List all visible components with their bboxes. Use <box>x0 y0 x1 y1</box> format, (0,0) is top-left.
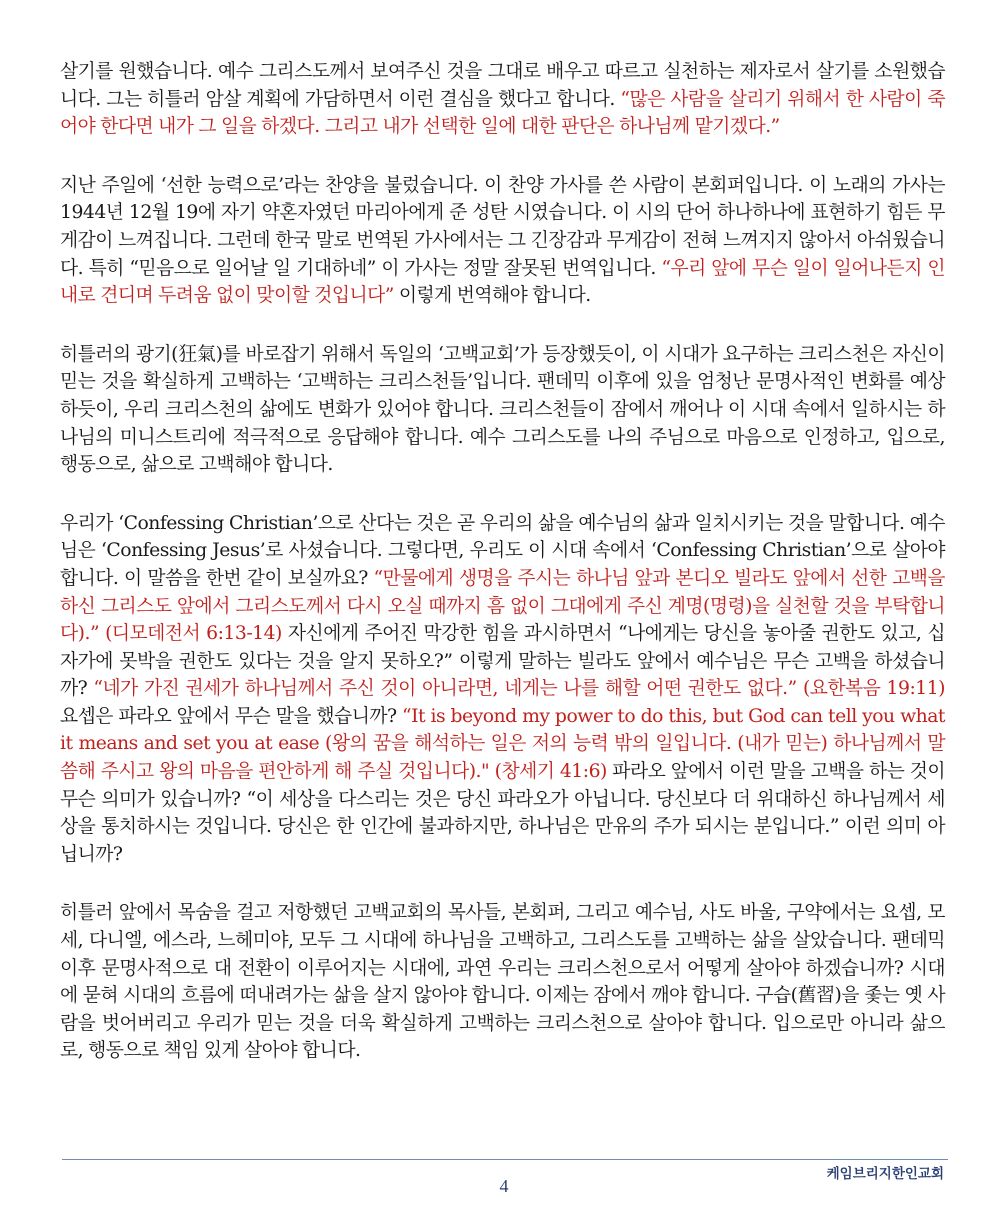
paragraph-3 <box>60 341 945 479</box>
text-segment: 파라오 앞에서 이런 말을 고백을 하는 것이 무슨 의미가 있습니까? “이 세상을 다스리는 것은 당신 파라오가 아닙니다. 당신보다 더 위대하신 하나님께서 세상을 통치하시는 것입니다. 당신은 한 인간에 불과하지만, 하나님은 만유의 주가 되시는 분입니다.” 이런 의미 아닙니까? <box>60 761 945 865</box>
text-segment: 우리가 ‘Confessing Christian’으로 산다는 것은 곧 우리의 삶을 예수님의 삶과 일치시키는 것을 말합니다. 예수님은 ‘Confessing Jesus’로 사셨습니다. 그렇다면, 우리도 이 시대 속에서 ‘Confessing Christian’으로 살아야 합니다. 이 말씀을 한번 같이 보실까요? <box>60 512 945 589</box>
quote-segment: “It is beyond my power to do this, but God can tell you what it means and set you at ease (왕의 꿈을 해석하는 일은 저의 능력 밖의 일입니다. (내가 믿는) 하나님께서 말씀해 주시고 왕의 마음을 편안하게 해 주실 것입니다)." (창세기 41:6) <box>60 705 945 783</box>
paragraph-1 <box>60 58 945 141</box>
quote-segment: “만물에게 생명을 주시는 하나님 앞과 본디오 빌라도 앞에서 선한 고백을 하신 그리스도 앞에서 그리스도께서 다시 오실 때까지 흠 없이 그대에게 주신 계명(명령)을 실천할 것을 부탁합니다).” (디모데전서 6:13-14) <box>60 567 946 645</box>
text-segment: 요셉은 파라오 앞에서 무슨 말을 했습니까? <box>60 705 402 727</box>
footer-church-name: 케임브리지한인교회 <box>826 1166 944 1182</box>
text-segment: 히틀러의 광기(狂氣)를 바로잡기 위해서 독일의 ‘고백교회’가 등장했듯이, 이 시대가 요구하는 크리스천은 자신이 믿는 것을 확실하게 고백하는 ‘고백하는 크리스천들’입니다. 팬데믹 이후에 있을 엄청난 문명사적인 변화를 예상하듯이, 우리 크리스천의 삶에도 변화가 있어야 합니다. 크리스천들이 잠에서 깨어나 이 시대 속에서 일하시는 하나님의 미니스트리에 적극적으로 응답해야 합니다. 예수 그리스도를 나의 주님으로 마음으로 인정하고, 입으로, 행동으로, 삶으로 고백해야 합니다. <box>60 343 945 476</box>
text-segment: 지난 주일에 ‘선한 능력으로’라는 찬양을 불렀습니다. 이 찬양 가사를 쓴 사람이 본회퍼입니다. 이 노래의 가사는 1944년 12월 19에 자기 약혼자였던 마리아에게 준 성탄 시였습니다. 이 시의 단어 하나하나에 표현하기 힘든 무게감이 느껴집니다. 그런데 한국 말로 번역된 가사에서는 그 긴장감과 무게감이 전혀 느껴지지 않아서 아쉬웠습니다. 특히 “믿음으로 일어날 일 기대하네” 이 가사는 정말 잘못된 번역입니다. <box>60 174 945 279</box>
text-segment: 이렇게 번역해야 합니다. <box>393 285 591 307</box>
paragraph-4 <box>60 510 945 869</box>
text-segment: 히틀러 앞에서 목숨을 걸고 저항했던 고백교회의 목사들, 본회퍼, 그리고 예수님, 사도 바울, 구약에서는 요셉, 모세, 다니엘, 에스라, 느헤미야, 모두 그 시대에 하나님을 고백하고, 그리스도를 고백하는 삶을 살았습니다. 팬데믹 이후 문명사적으로 대 전환이 이루어지는 시대에, 과연 우리는 크리스천으로서 어떻게 살아야 하겠습니까? 시대에 묻혀 시대의 흐름에 떠내려가는 삶을 살지 않아야 합니다. 이제는 잠에서 깨야 합니다. 구습(舊習)을 좇는 옛 사람을 벗어버리고 우리가 믿는 것을 더욱 확실하게 고백하는 크리스천으로 살아야 합니다. 입으로만 아니라 삶으로, 행동으로 책임 있게 살아야 합니다. <box>60 902 945 1062</box>
quote-segment: “많은 사람을 살리기 위해서 한 사람이 죽어야 한다면 내가 그 일을 하겠다. 그리고 내가 선택한 일에 대한 판단은 하나님께 맡기겠다.” <box>60 88 945 138</box>
quote-segment: “네가 가진 권세가 하나님께서 주신 것이 아니라면, 네게는 나를 해할 어떤 권한도 없다.” (요한복음 19:11) <box>93 678 945 700</box>
text-segment: 살기를 원했습니다. 예수 그리스도께서 보여주신 것을 그대로 배우고 따르고 실천하는 제자로서 살기를 소원했습니다. 그는 히틀러 암살 계획에 가담하면서 이런 결심을 했다고 합니다. <box>60 61 945 110</box>
text-segment: 자신에게 주어진 막강한 힘을 과시하면서 “나에게는 당신을 놓아줄 권한도 있고, 십자가에 못박을 권한도 있다는 것을 알지 못하오?” 이렇게 말하는 빌라도 앞에서 예수님은 무슨 고백을 하셨습니까? <box>60 623 945 700</box>
page-number: 4 <box>499 1176 509 1196</box>
quote-segment: “우리 앞에 무슨 일이 일어나든지 인내로 견디며 두려움 없이 맞이할 것입니다” <box>60 257 945 307</box>
document-body <box>60 58 945 1096</box>
footer-divider <box>62 1159 948 1160</box>
paragraph-5 <box>60 899 945 1065</box>
paragraph-2 <box>60 172 945 310</box>
